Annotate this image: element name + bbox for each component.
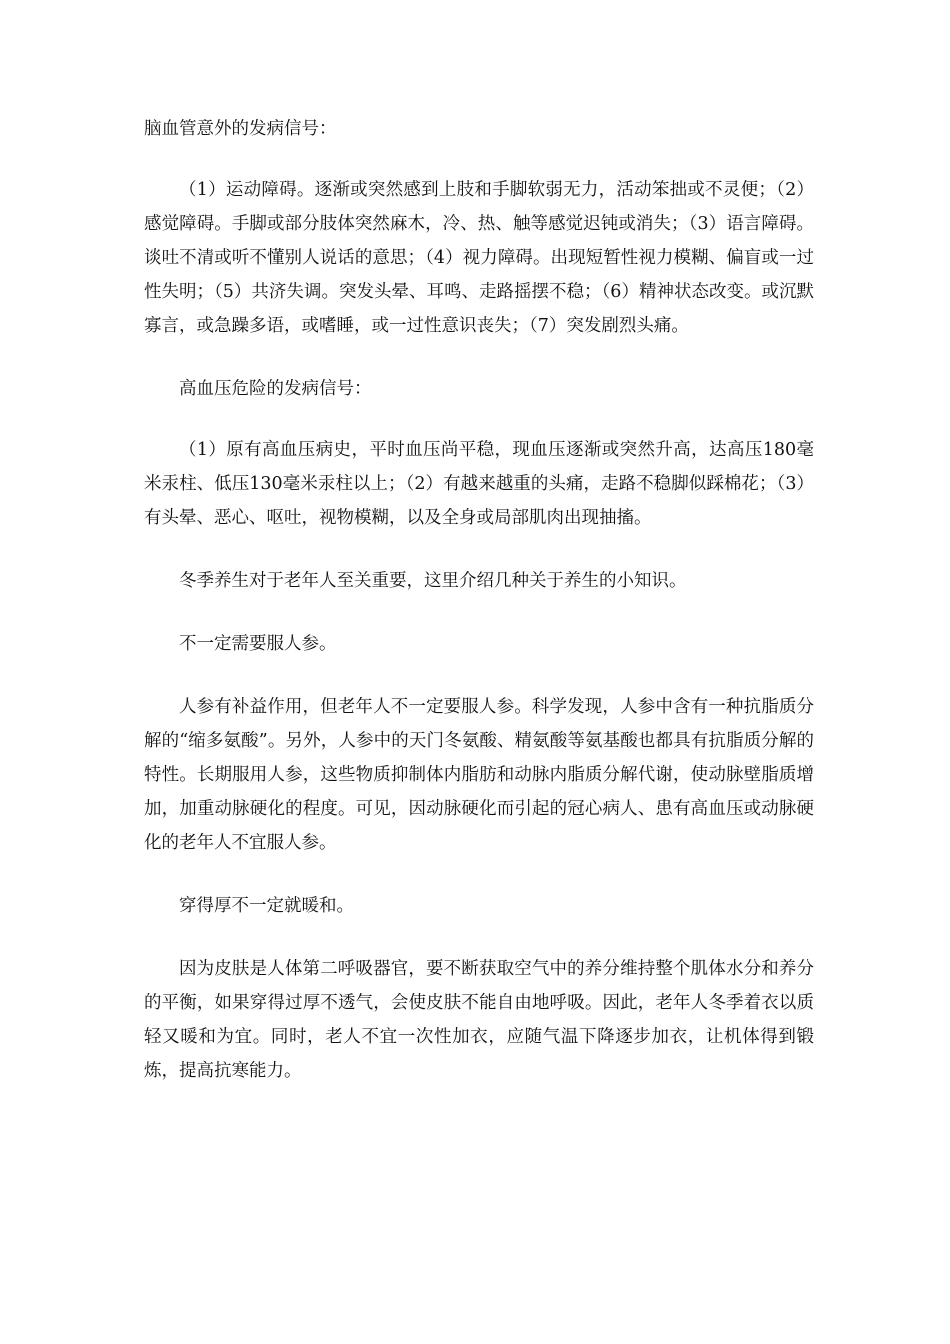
- ginseng-tip-body: 人参有补益作用，但老年人不一定要服人参。科学发现，人参中含有一种抗脂质分解的“缩多氨酸”。另外，人参中的天门冬氨酸、精氨酸等氨基酸也都具有抗脂质分解的特性。长期服用人参，这些物质抑制体内脂肪和动脉内脂质分解代谢，使动脉壁脂质增加，加重动脉硬化的程度。可见，因动脉硬化而引起的冠心病人、患有高血压或动脉硬化的老年人不宜服人参。: [144, 697, 814, 853]
- document-body: [144, 112, 814, 1088]
- stroke-signals-heading: 脑血管意外的发病信号：: [144, 119, 337, 139]
- hypertension-signals-list: （1）原有高血压病史，平时血压尚平稳，现血压逐渐或突然升高，达高压180毫米汞柱、低压130毫米汞柱以上；（2）有越来越重的头痛，走路不稳脚似踩棉花；（3）有头晕、恶心、呕吐，视物模糊，以及全身或局部肌肉出现抽搐。: [144, 440, 814, 528]
- ginseng-tip-heading: 不一定需要服人参。: [179, 634, 337, 654]
- clothing-tip-body: 因为皮肤是人体第二呼吸器官，要不断获取空气中的养分维持整个肌体水分和养分的平衡，如果穿得过厚不透气，会使皮肤不能自由地呼吸。因此，老年人冬季着衣以质轻又暖和为宜。同时，老人不宜一次性加衣，应随气温下降逐步加衣，让机体得到锻炼，提高抗寒能力。: [144, 959, 814, 1081]
- stroke-signals-list: （1）运动障碍。逐渐或突然感到上肢和手脚软弱无力，活动笨拙或不灵便；（2）感觉障碍。手脚或部分肢体突然麻木，冷、热、触等感觉迟钝或消失；（3）语言障碍。谈吐不清或听不懂别人说话的意思；（4）视力障碍。出现短暂性视力模糊、偏盲或一过性失明；（5）共济失调。突发头晕、耳鸣、走路摇摆不稳；（6）精神状态改变。或沉默寡言，或急躁多语，或嗜睡，或一过性意识丧失；（7）突发剧烈头痛。: [144, 180, 814, 336]
- hypertension-signals-heading: 高血压危险的发病信号：: [179, 379, 372, 399]
- clothing-tip-heading: 穿得厚不一定就暖和。: [179, 896, 354, 916]
- winter-health-intro: 冬季养生对于老年人至关重要，这里介绍几种关于养生的小知识。: [179, 571, 687, 591]
